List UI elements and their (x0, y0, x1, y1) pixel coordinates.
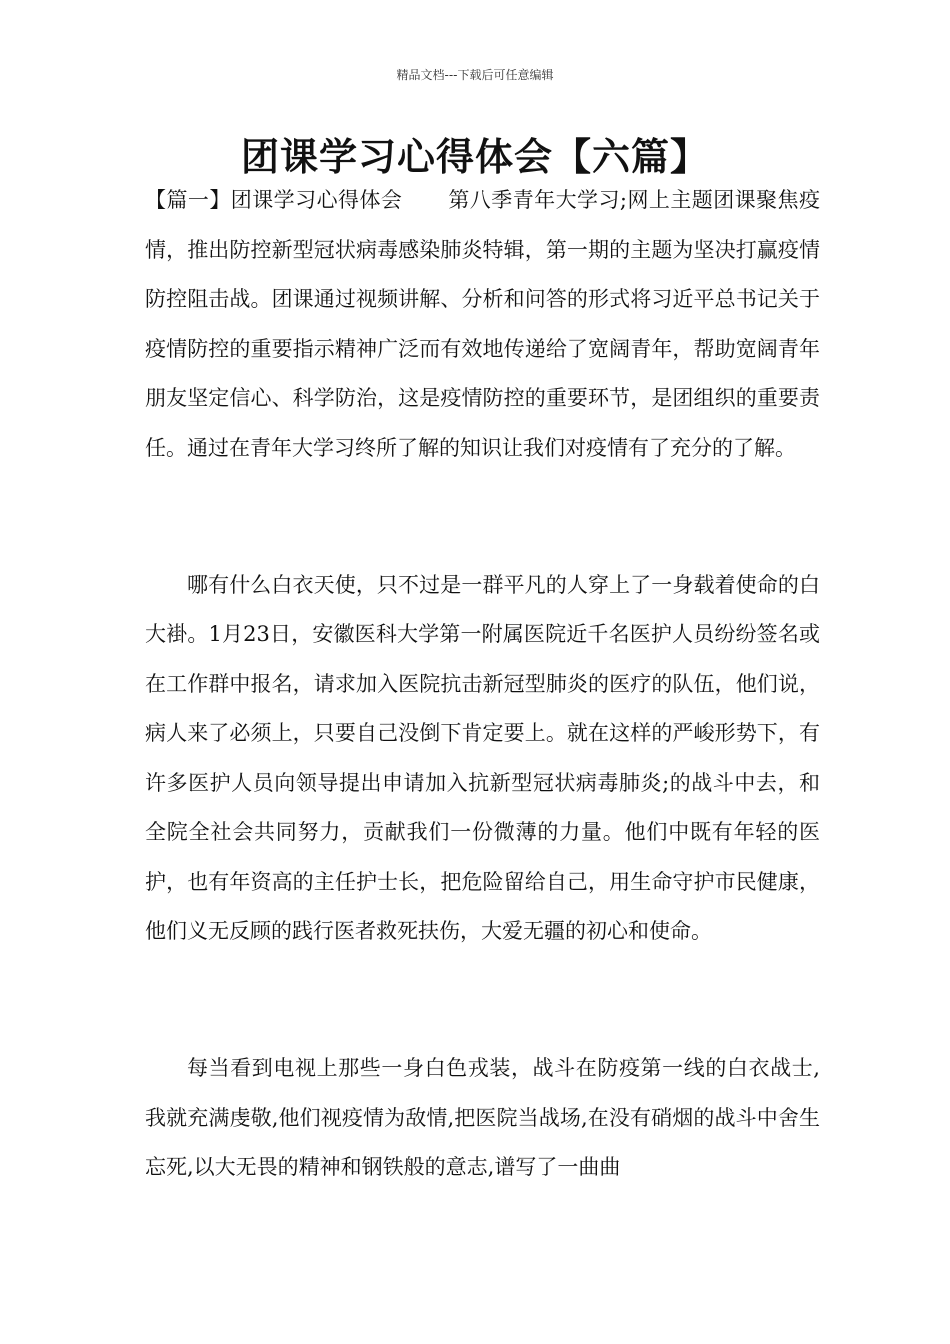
document-title: 团课学习心得体会【六篇】 (240, 135, 709, 179)
section-heading: 【篇一】团课学习心得体会 (145, 188, 403, 212)
paragraph-spacer (145, 1006, 820, 1044)
paragraph-3: 每当看到电视上那些一身白色戎装，战斗在防疫第一线的白衣战士,我就充满虔敬,他们视疫情为敌情,把医院当战场,在没有硝烟的战斗中舍生忘死,以大无畏的精神和钢铁般的意志,谱写了一曲曲 (145, 1056, 820, 1179)
paragraph-1 (145, 176, 820, 473)
document-body (145, 176, 820, 1193)
paragraph-spacer (145, 473, 820, 523)
paragraph-spacer (145, 523, 820, 561)
paragraph-spacer (145, 957, 820, 1007)
header-note: 精品文档---下载后可任意编辑 (396, 68, 554, 82)
paragraph-2: 哪有什么白衣天使，只不过是一群平凡的人穿上了一身载着使命的白大褂。1月23日，安徽医科大学第一附属医院近千名医护人员纷纷签名或在工作群中报名，请求加入医院抗击新冠型肺炎的医疗的队伍，他们说，病人来了必须上，只要自己没倒下肯定要上。就在这样的严峻形势下，有许多医护人员向领导提出申请加入抗新型冠状病毒肺炎;的战斗中去，和全院全社会共同努力，贡献我们一份微薄的力量。他们中既有年轻的医护，也有年资高的主任护士长，把危险留给自己，用生命守护市民健康，他们义无反顾的践行医者救死扶伤，大爱无疆的初心和使命。 (145, 572, 820, 943)
paragraph-1-text: 第八季青年大学习;网上主题团课聚焦疫情，推出防控新型冠状病毒感染肺炎特辑，第一期的主题为坚决打赢疫情防控阻击战。团课通过视频讲解、分析和问答的形式将习近平总书记关于疫情防控的重要指示精神广泛而有效地传递给了宽阔青年，帮助宽阔青年朋友坚定信心、科学防治，这是疫情防控的重要环节，是团组织的重要责任。通过在青年大学习终所了解的知识让我们对疫情有了充分的了解。 (145, 188, 821, 460)
